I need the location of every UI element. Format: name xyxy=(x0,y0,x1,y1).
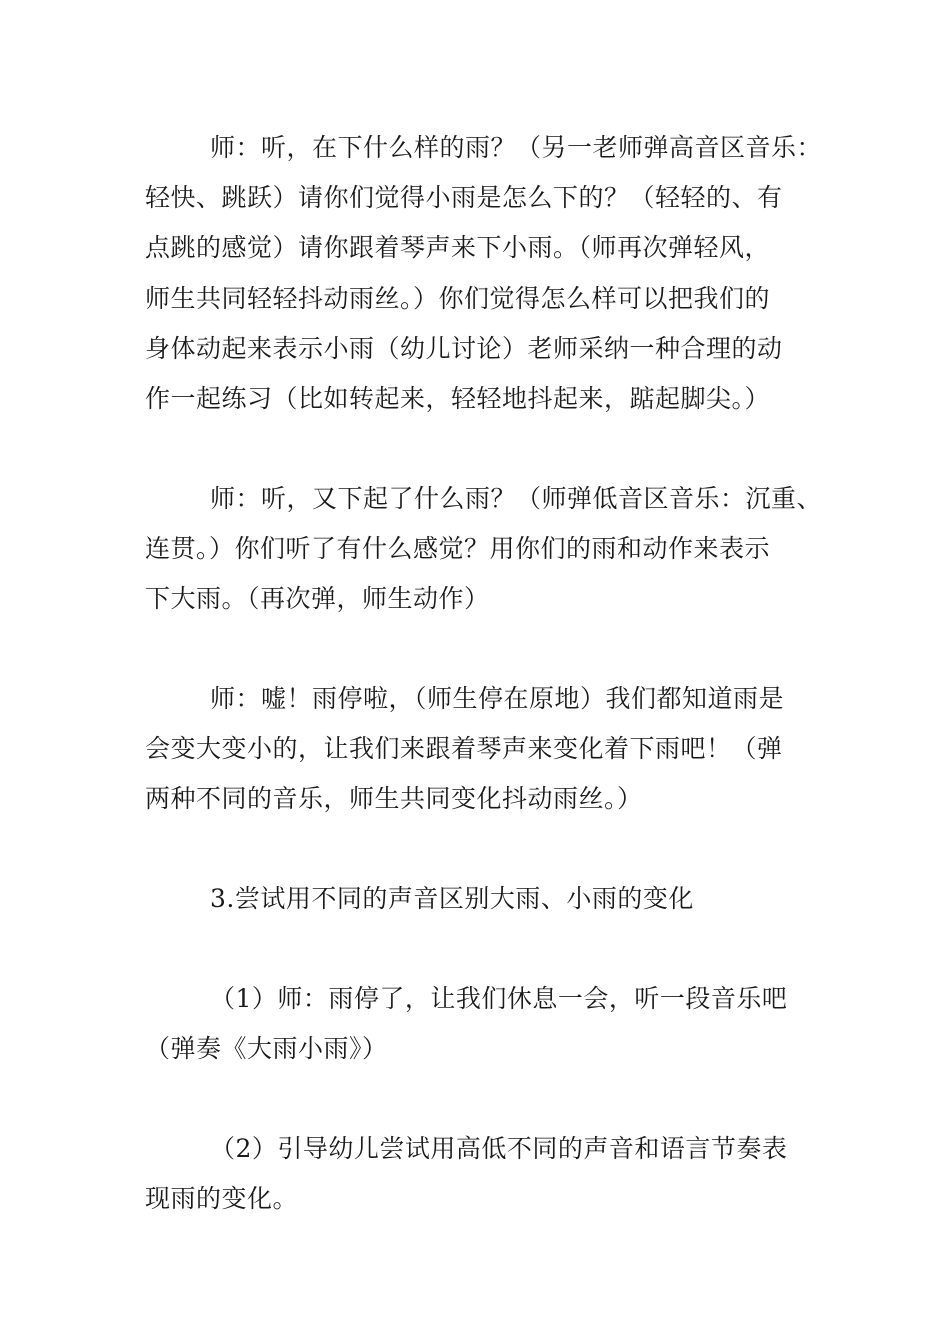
paragraph-2-line-2: 连贯。）你们听了有什么感觉？用你们的雨和动作来表示 xyxy=(145,534,771,563)
paragraph-3-line-2: 会变大变小的，让我们来跟着琴声来变化着下雨吧！（弹 xyxy=(145,734,783,763)
paragraph-1-line-1: 师：听，在下什么样的雨？（另一老师弹高音区音乐： xyxy=(210,133,823,162)
paragraph-5-line-1: （1）师：雨停了，让我们休息一会，听一段音乐吧 xyxy=(210,984,788,1013)
paragraph-1-line-4: 师生共同轻轻抖动雨丝。）你们觉得怎么样可以把我们的 xyxy=(145,284,771,313)
paragraph-1-line-5: 身体动起来表示小雨（幼儿讨论）老师采纳一种合理的动 xyxy=(145,334,783,363)
section-heading: 3.尝试用不同的声音区别大雨、小雨的变化 xyxy=(210,884,694,913)
paragraph-1-line-6: 作一起练习（比如转起来，轻轻地抖起来，踮起脚尖。） xyxy=(145,384,771,413)
paragraph-2-line-3: 下大雨。（再次弹，师生动作） xyxy=(145,584,490,613)
paragraph-5-line-2: （弹奏《大雨小雨》） xyxy=(145,1034,388,1063)
paragraph-2-line-1: 师：听，又下起了什么雨？（师弹低音区音乐：沉重、 xyxy=(210,484,823,513)
paragraph-6-line-2: 现雨的变化。 xyxy=(145,1184,299,1213)
paragraph-6-line-1: （2）引导幼儿尝试用高低不同的声音和语言节奏表 xyxy=(210,1134,788,1163)
paragraph-1-line-3: 点跳的感觉）请你跟着琴声来下小雨。（师再次弹轻风， xyxy=(145,233,771,262)
paragraph-3-line-3: 两种不同的音乐，师生共同变化抖动雨丝。） xyxy=(145,784,643,813)
paragraph-1-line-2: 轻快、跳跃）请你们觉得小雨是怎么下的？（轻轻的、有 xyxy=(145,183,783,212)
paragraph-3-line-1: 师：嘘！雨停啦，（师生停在原地）我们都知道雨是 xyxy=(210,684,785,713)
